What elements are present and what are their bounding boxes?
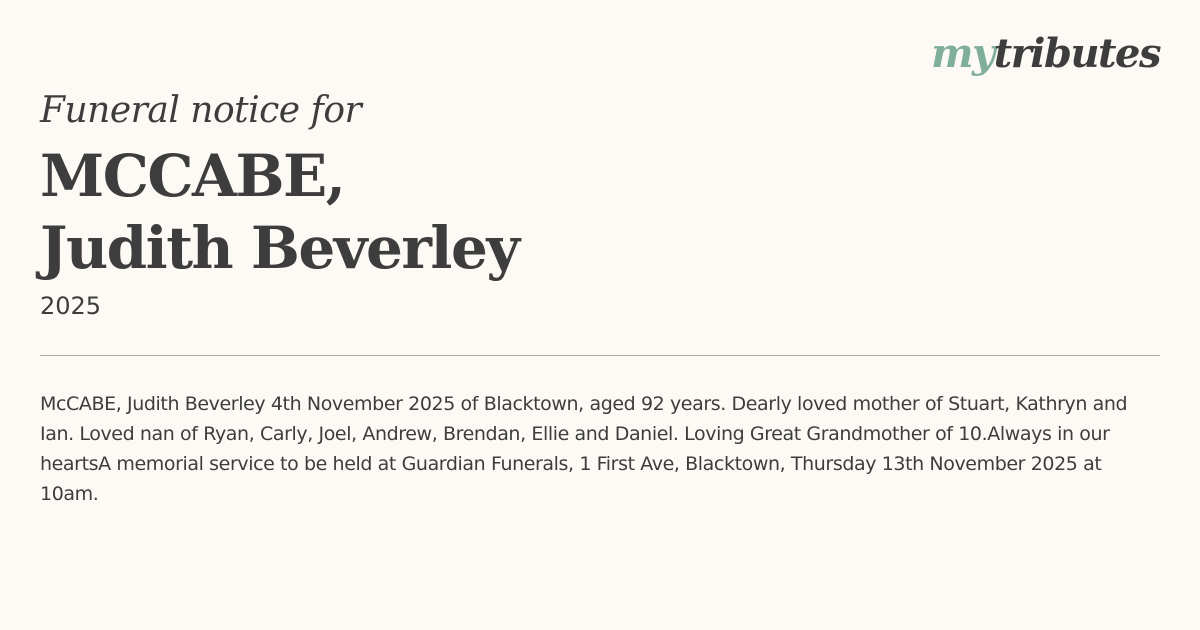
logo-my: my: [931, 30, 994, 77]
deceased-name: [40, 140, 519, 284]
deceased-surname: MCCABE,: [40, 142, 345, 210]
logo-tributes: tributes: [993, 30, 1160, 77]
notice-heading: Funeral notice for: [40, 90, 362, 131]
notice-body: McCABE, Judith Beverley 4th November 2025 of Blacktown, aged 92 years. Dearly loved mother of Stuart, Kathryn and Ian. Loved nan of Ryan, Carly, Joel, Andrew, Brendan, Ellie and Daniel. Loving Great Grandmother of 10.Always in our heartsA memorial service to be held at Guardian Funerals, 1 First Ave, Blacktown, Thursday 13th November 2025 at 10am.: [40, 393, 1128, 505]
mytributes-logo: [931, 30, 1160, 77]
deceased-given-names: Judith Beverley: [40, 214, 519, 282]
divider: [40, 355, 1160, 356]
notice-year: 2025: [40, 292, 102, 320]
